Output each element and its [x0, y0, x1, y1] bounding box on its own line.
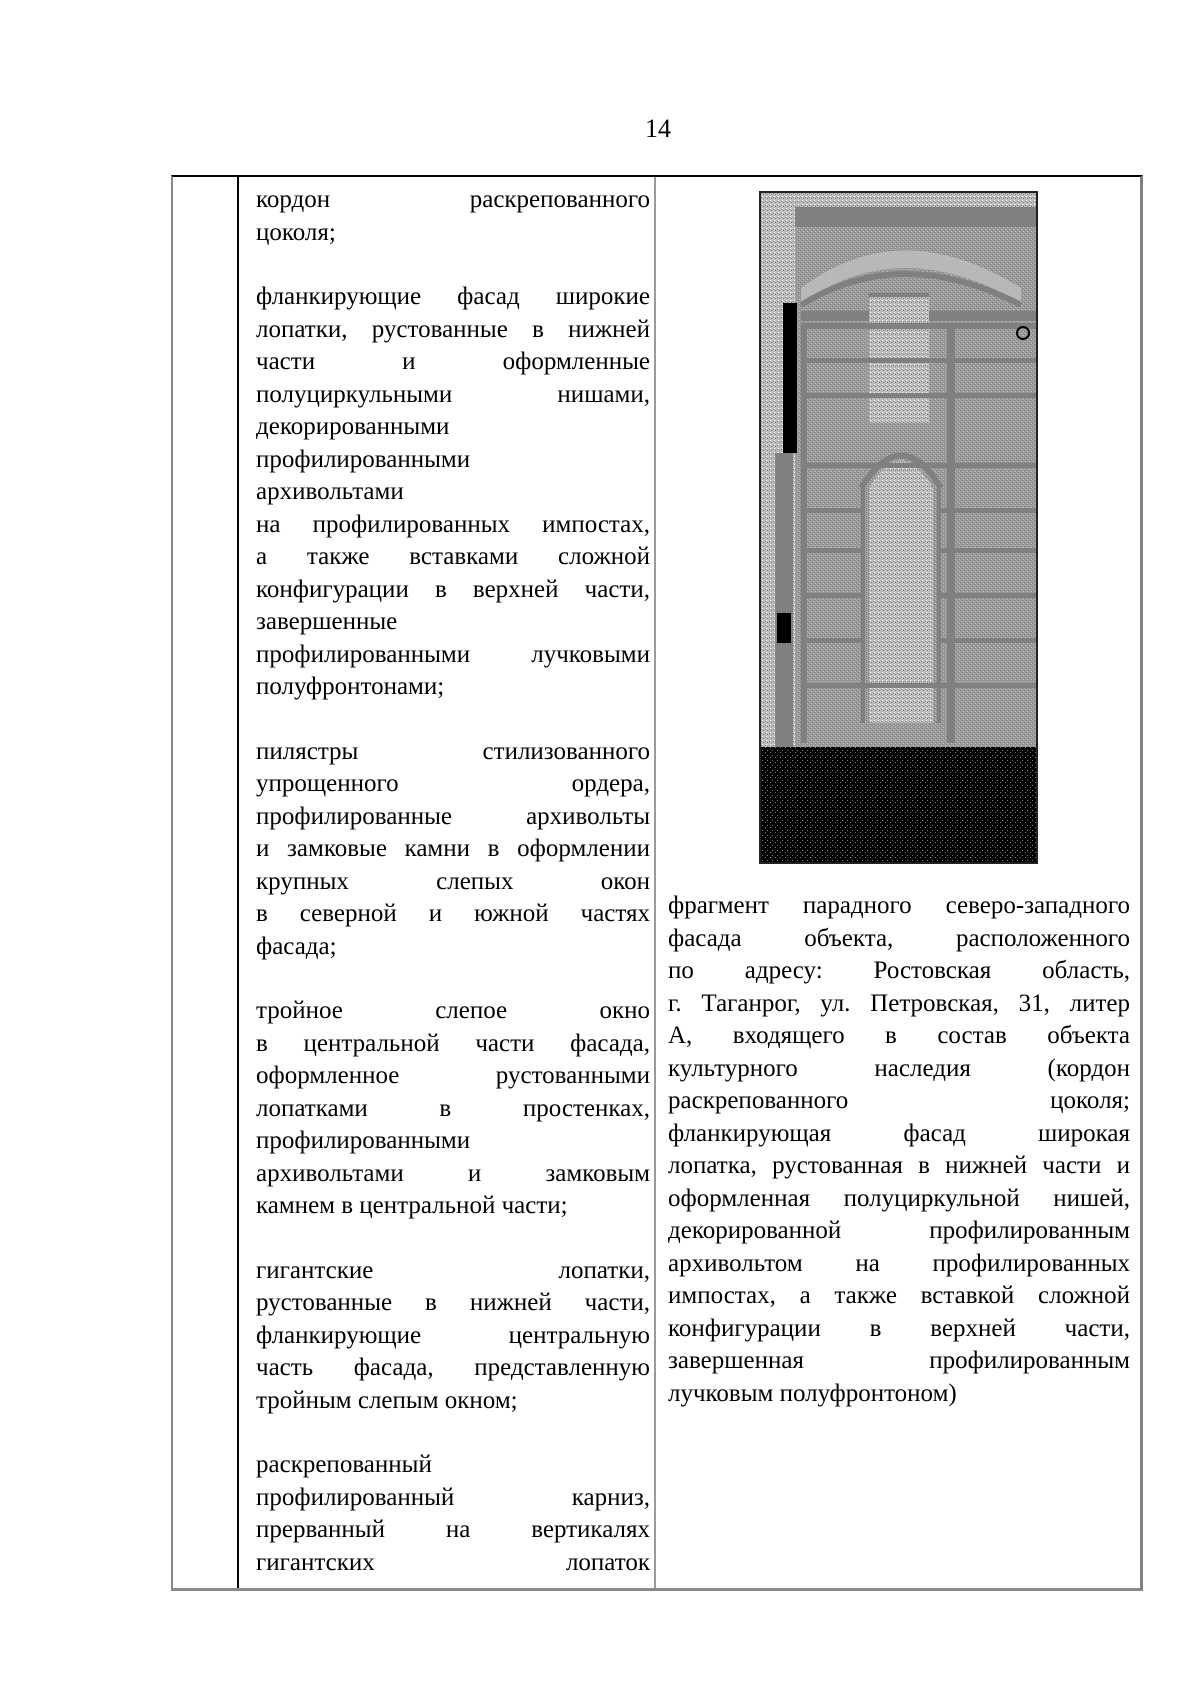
caption-line: лопатка, рустованная в нижней части и — [668, 1152, 1130, 1179]
caption-line: раскрепованного цоколя; — [668, 1087, 1130, 1114]
feature-item-line: кордон раскрепованного — [256, 186, 650, 213]
caption-line: г. Таганрог, ул. Петровская, 31, литер — [668, 989, 1130, 1017]
feature-item-line: полуфронтонами; — [256, 673, 445, 700]
feature-item — [256, 184, 650, 249]
column-divider — [237, 177, 239, 1588]
feature-item-line: архивольтами — [256, 478, 404, 505]
feature-item — [256, 736, 650, 964]
caption-line: фланкирующая фасад широкая — [668, 1119, 1130, 1147]
feature-item-line: на профилированных импостах, — [256, 510, 650, 538]
caption-line: фрагмент парадного северо-западного — [668, 892, 1130, 919]
feature-item-line: профилированный карниз, — [256, 1483, 650, 1511]
feature-item-line: прерванный на вертикалях — [256, 1516, 650, 1543]
feature-item-line: конфигурации в верхней части, — [256, 575, 650, 603]
feature-item-line: камнем в центральной части; — [256, 1192, 568, 1219]
feature-item-line: крупных слепых окон — [256, 867, 650, 895]
feature-item-line: раскрепованный — [256, 1451, 432, 1478]
feature-item-line: оформленное рустованными — [256, 1062, 650, 1089]
features-description-cell — [256, 184, 650, 1611]
caption-line: импостах, а также вставкой сложной — [668, 1282, 1130, 1309]
description-table — [171, 175, 1143, 1591]
feature-item — [256, 995, 650, 1223]
caption-line: декорированной профилированным — [668, 1217, 1130, 1244]
page-number: 14 — [645, 114, 671, 143]
feature-item-line: профилированными лучковыми — [256, 640, 650, 668]
feature-item-line: профилированные архивольты — [256, 802, 650, 830]
feature-item — [256, 1255, 650, 1418]
caption-line: А, входящего в состав объекта — [668, 1022, 1130, 1049]
feature-item-line: части и оформленные — [256, 348, 650, 375]
feature-item-line: пилястры стилизованного — [256, 737, 650, 765]
caption-line: завершенная профилированным — [668, 1347, 1130, 1374]
feature-item-line: профилированными — [256, 1127, 471, 1154]
feature-item-line: декорированными — [256, 413, 450, 440]
caption-line: оформленная полуциркульной нишей, — [668, 1184, 1130, 1212]
feature-item-line: а также вставками сложной — [256, 543, 650, 570]
feature-item-line: в северной и южной частях — [256, 900, 650, 927]
row-number-cell — [173, 177, 237, 1588]
caption-line: по адресу: Ростовская область, — [668, 957, 1130, 984]
caption-line: культурного наследия (кордон — [668, 1054, 1130, 1082]
feature-item — [256, 1449, 650, 1579]
feature-item-line: архивольтами и замковым — [256, 1159, 650, 1187]
caption-line: лучковым полуфронтоном) — [668, 1379, 957, 1407]
caption-line: фасада объекта, расположенного — [668, 924, 1130, 952]
feature-item-line: в центральной части фасада, — [256, 1029, 650, 1057]
feature-item-line: гигантских лопаток — [256, 1548, 650, 1576]
feature-item-line: тройное слепое окно — [256, 997, 650, 1024]
column-divider — [654, 177, 656, 1588]
feature-item-line: фланкирующие фасад широкие — [256, 283, 650, 310]
feature-item — [256, 281, 650, 704]
feature-item-line: лопатки, рустованные в нижней — [256, 315, 650, 343]
feature-item-line: упрощенного ордера, — [256, 770, 650, 797]
caption-line: конфигурации в верхней части, — [668, 1314, 1130, 1342]
feature-item-line: полуциркульными нишами, — [256, 380, 650, 408]
feature-item-line: тройным слепым окном; — [256, 1386, 518, 1414]
photo-caption — [668, 890, 1130, 1410]
feature-item-line: завершенные — [256, 608, 398, 635]
feature-item-line: часть фасада, представленную — [256, 1354, 650, 1381]
photo-cell — [668, 177, 1130, 1588]
feature-item-line: цоколя; — [256, 218, 336, 246]
facade-photo-image — [761, 193, 1036, 862]
feature-item-line: фланкирующие центральную — [256, 1321, 650, 1349]
feature-item-line: и замковые камни в оформлении — [256, 835, 650, 862]
facade-photo — [759, 191, 1038, 864]
feature-item-line: профилированными — [256, 445, 471, 473]
caption-line: архивольтом на профилированных — [668, 1249, 1130, 1277]
feature-item-line: лопатками в простенках, — [256, 1094, 650, 1122]
feature-item-line: рустованные в нижней части, — [256, 1289, 650, 1316]
feature-item-line: гигантские лопатки, — [256, 1256, 650, 1284]
feature-item-line: фасада; — [256, 932, 337, 960]
